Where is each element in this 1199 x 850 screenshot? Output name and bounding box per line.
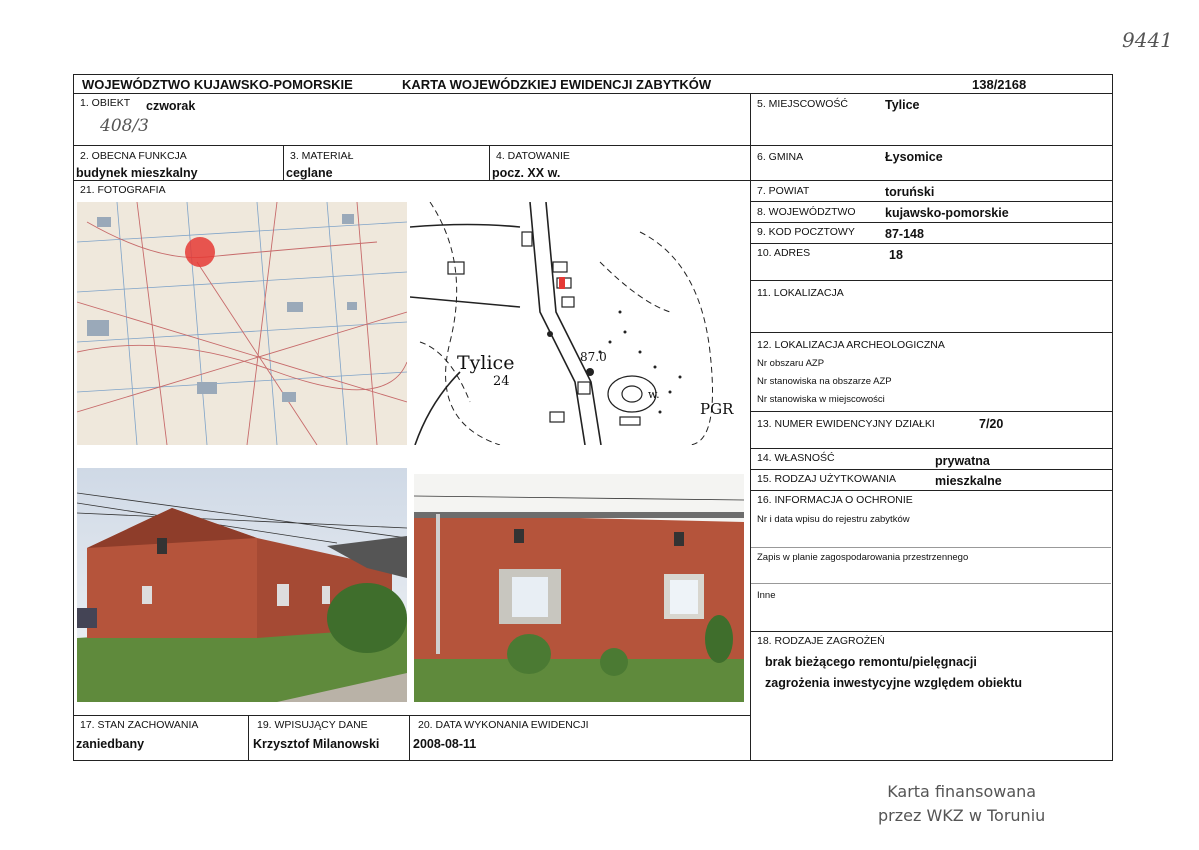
- obiekt-handwritten: 408/3: [100, 116, 149, 136]
- ochrona-line-3: Inne: [757, 590, 776, 601]
- dzialka-label: 13. NUMER EWIDENCYJNY DZIAŁKI: [757, 418, 935, 430]
- dzialka-value: 7/20: [979, 417, 1004, 431]
- uzytkowanie-value: mieszkalne: [935, 474, 1002, 488]
- cadastral-sketch-image: [410, 202, 745, 445]
- ochrona-divider-2: [751, 583, 1111, 584]
- stamp-line-2: przez WKZ w Toruniu: [878, 806, 1046, 825]
- field-wlasnosc: [750, 448, 1113, 470]
- building-photo-1: [77, 468, 407, 702]
- stamp-line-1: Karta finansowana: [887, 782, 1037, 801]
- miejscowosc-value: Tylice: [885, 98, 920, 112]
- lokalizacja-label: 11. LOKALIZACJA: [757, 287, 844, 299]
- field-kod-pocztowy: [750, 222, 1113, 244]
- field-obiekt: [73, 93, 751, 146]
- field-lokalizacja-archeologiczna: [750, 332, 1113, 412]
- field-dzialka: [750, 411, 1113, 449]
- wojewodztwo-value: kujawsko-pomorskie: [885, 206, 1009, 220]
- building-photo-2: [414, 474, 744, 702]
- funkcja-value: budynek mieszkalny: [76, 166, 198, 180]
- adres-value: 18: [889, 248, 903, 262]
- material-label: 3. MATERIAŁ: [290, 150, 354, 162]
- map-label-w: w.: [648, 388, 660, 401]
- field-lokalizacja: [750, 280, 1113, 333]
- header-title: KARTA WOJEWÓDZKIEJ EWIDENCJI ZABYTKÓW: [402, 77, 712, 92]
- field-uzytkowanie: [750, 469, 1113, 491]
- obiekt-label: 1. OBIEKT: [80, 97, 131, 109]
- topographic-map-image: [77, 202, 407, 445]
- ochrona-line-1: Nr i data wpisu do rejestru zabytków: [757, 514, 910, 525]
- kod-value: 87-148: [885, 227, 924, 241]
- material-value: ceglane: [286, 166, 333, 180]
- ochrona-label: 16. INFORMACJA O OCHRONIE: [757, 494, 913, 506]
- field-funkcja: [73, 145, 284, 181]
- obiekt-value: czworak: [146, 99, 196, 113]
- header-voivodeship: WOJEWÓDZTWO KUJAWSKO-POMORSKIE: [82, 77, 353, 92]
- field-data-wykonania: [409, 715, 751, 761]
- field-zagrozenia: [750, 631, 1113, 761]
- field-wojewodztwo: [750, 201, 1113, 223]
- wpisujacy-value: Krzysztof Milanowski: [253, 737, 380, 751]
- archeo-line-2: Nr stanowiska na obszarze AZP: [757, 376, 892, 387]
- field-stan-zachowania: [73, 715, 249, 761]
- miejscowosc-label: 5. MIEJSCOWOŚĆ: [757, 98, 849, 110]
- field-wpisujacy: [248, 715, 410, 761]
- wpisujacy-label: 19. WPISUJĄCY DANE: [257, 719, 368, 731]
- data-value: 2008-08-11: [413, 737, 477, 751]
- datowanie-label: 4. DATOWANIE: [496, 150, 570, 162]
- ochrona-divider-1: [751, 547, 1111, 548]
- header-number: 138/2168: [972, 77, 1027, 92]
- data-label: 20. DATA WYKONANIA EWIDENCJI: [418, 719, 589, 731]
- ochrona-line-2: Zapis w planie zagospodarowania przestrzennego: [757, 552, 969, 563]
- wlasnosc-label: 14. WŁASNOŚĆ: [757, 452, 835, 464]
- fotografia-label: 21. FOTOGRAFIA: [80, 184, 166, 196]
- map-label-village: Tylice: [457, 352, 515, 374]
- handwritten-page-number: 9441: [1122, 28, 1173, 52]
- archeo-line-1: Nr obszaru AZP: [757, 358, 825, 369]
- zagrozenia-line-1: brak bieżącego remontu/pielęgnacji: [765, 655, 977, 669]
- datowanie-value: pocz. XX w.: [492, 166, 561, 180]
- zagrozenia-line-2: zagrożenia inwestycyjne względem obiektu: [765, 676, 1023, 690]
- gmina-value: Łysomice: [885, 150, 943, 164]
- field-adres: [750, 243, 1113, 281]
- powiat-value: toruński: [885, 185, 935, 199]
- kod-label: 9. KOD POCZTOWY: [757, 226, 855, 238]
- field-material: [283, 145, 490, 181]
- archeo-line-3: Nr stanowiska w miejscowości: [757, 394, 885, 405]
- field-gmina: [750, 145, 1113, 181]
- archeo-label: 12. LOKALIZACJA ARCHEOLOGICZNA: [757, 339, 945, 351]
- field-powiat: [750, 180, 1113, 202]
- powiat-label: 7. POWIAT: [757, 185, 810, 197]
- header-row: [73, 74, 1113, 94]
- funding-stamp: [878, 780, 1045, 828]
- wojewodztwo-label: 8. WOJEWÓDZTWO: [757, 206, 856, 218]
- adres-label: 10. ADRES: [757, 247, 811, 259]
- wlasnosc-value: prywatna: [935, 454, 990, 468]
- map-label-pgr: PGR: [700, 400, 734, 418]
- field-ochrona: [750, 490, 1113, 632]
- stan-value: zaniedbany: [76, 737, 145, 751]
- map-label-elevation: 87.0: [580, 350, 607, 364]
- field-datowanie: [489, 145, 751, 181]
- stan-label: 17. STAN ZACHOWANIA: [80, 719, 199, 731]
- gmina-label: 6. GMINA: [757, 151, 804, 163]
- map-label-height: 24: [493, 374, 510, 389]
- uzytkowanie-label: 15. RODZAJ UŻYTKOWANIA: [757, 473, 897, 485]
- zagrozenia-label: 18. RODZAJE ZAGROŻEŃ: [757, 635, 885, 647]
- field-miejscowosc: [750, 93, 1113, 146]
- funkcja-label: 2. OBECNA FUNKCJA: [80, 150, 187, 162]
